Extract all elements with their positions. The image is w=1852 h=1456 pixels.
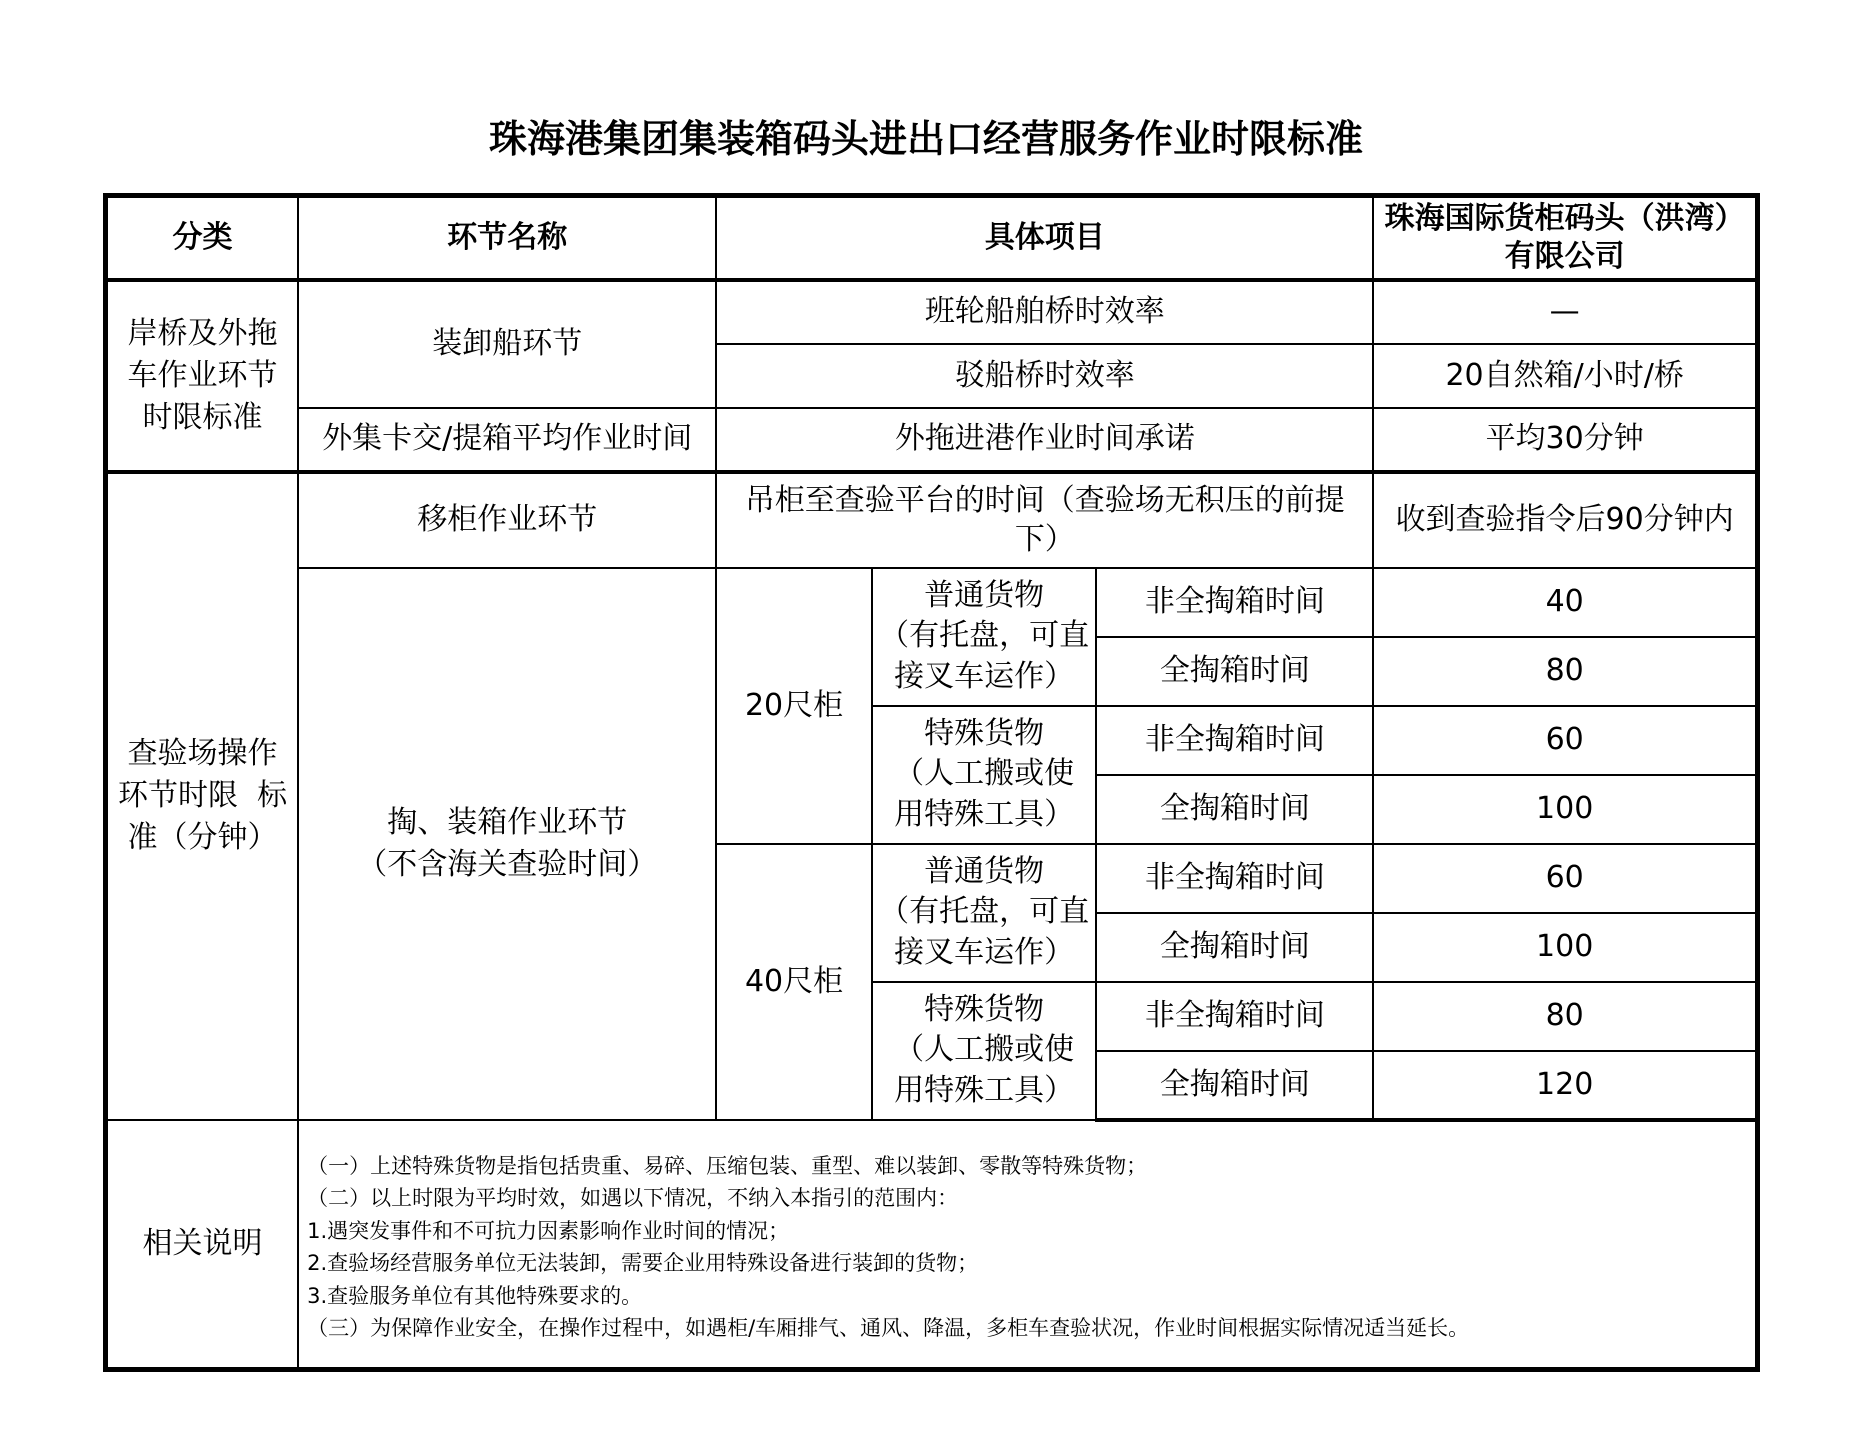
section1-category [106,280,299,472]
table-row [106,472,1758,568]
stage-loading: 装卸船环节 [298,280,716,408]
note-line: 3.查验服务单位有其他特殊要求的。 [307,1283,643,1308]
notes-row [106,1120,1758,1370]
header-category: 分类 [106,196,299,280]
value-barge-efficiency: 20自然箱/小时/桥 [1373,344,1757,408]
goods-type [872,706,1097,844]
table-row [106,568,1758,637]
table-row [106,408,1758,472]
stage-move: 移柜作业环节 [298,472,716,568]
unload-label: 非全掏箱时间 [1096,844,1373,913]
section2-category [106,472,299,1120]
table-row [106,280,1758,344]
goods-type-line: 接叉车运作） [894,658,1075,694]
item-truck-commitment: 外拖进港作业时间承诺 [716,408,1373,472]
header-row [106,196,1758,280]
header-company-line2: 有限公司 [1504,238,1625,274]
notes-text [298,1120,1757,1370]
item-move-line: 下） [1014,522,1075,557]
unload-value: 60 [1373,706,1757,775]
goods-type [872,982,1097,1120]
stage-truck: 外集卡交/提箱平均作业时间 [298,408,716,472]
value-liner-efficiency: — [1373,280,1757,344]
notes-label: 相关说明 [106,1120,299,1370]
unload-label: 非全掏箱时间 [1096,568,1373,637]
stage-stuffing-line2: （不含海关查验时间） [357,846,658,882]
unload-value: 60 [1373,844,1757,913]
time-limit-table [103,193,1760,1372]
item-move-line: 吊柜至查验平台的时间（查验场无积压的前提 [744,483,1345,518]
unload-value: 80 [1373,982,1757,1051]
note-line: 1.遇突发事件和不可抗力因素影响作业时间的情况； [307,1218,790,1243]
goods-type-line: 接叉车运作） [894,934,1075,970]
note-line: （二）以上时限为平均时效，如遇以下情况，不纳入本指引的范围内： [307,1186,959,1211]
stage-stuffing-line1: 掏、装箱作业环节 [387,804,628,840]
note-line: 2.查验场经营服务单位无法装卸，需要企业用特殊设备进行装卸的货物； [307,1251,979,1276]
section2-category-line: 查验场操作 [127,736,278,771]
goods-type-line: 特殊货物 [924,991,1045,1027]
header-item: 具体项目 [716,196,1373,280]
goods-type-line: 用特殊工具） [894,796,1075,832]
section2-category-line: 准（分钟） [127,820,278,855]
unload-label: 全掏箱时间 [1096,775,1373,844]
section1-category-line: 岸桥及外拖 [127,315,278,351]
unload-value: 80 [1373,637,1757,706]
header-company [1373,196,1757,280]
unload-label: 全掏箱时间 [1096,913,1373,982]
goods-type-line: （人工搬或使 [894,1032,1075,1068]
goods-type-line: （人工搬或使 [894,756,1075,792]
section2-category-line: 环节时限 标 [118,778,288,813]
unload-label: 非全掏箱时间 [1096,982,1373,1051]
header-company-line1: 珠海国际货柜码头（洪湾） [1384,201,1745,237]
goods-type [872,844,1097,982]
goods-type-line: （有托盘，可直 [879,618,1090,654]
goods-type-line: 特殊货物 [924,715,1045,751]
section1-category-line: 车作业环节 [127,357,278,393]
unload-label: 全掏箱时间 [1096,1051,1373,1120]
goods-type-line: 普通货物 [924,577,1045,613]
unload-value: 100 [1373,775,1757,844]
goods-type-line: （有托盘，可直 [879,894,1090,930]
item-barge-efficiency: 驳船桥时效率 [716,344,1373,408]
goods-type-line: 用特殊工具） [894,1072,1075,1108]
unload-label: 非全掏箱时间 [1096,706,1373,775]
value-truck-commitment: 平均30分钟 [1373,408,1757,472]
unload-value: 100 [1373,913,1757,982]
goods-type-line: 普通货物 [924,853,1045,889]
stage-stuffing [298,568,716,1120]
unload-value: 40 [1373,568,1757,637]
page-title: 珠海港集团集装箱码头进出口经营服务作业时限标准 [488,117,1363,161]
header-stage: 环节名称 [298,196,716,280]
item-move [716,472,1373,568]
note-line: （一）上述特殊货物是指包括贵重、易碎、压缩包装、重型、难以装卸、零散等特殊货物； [307,1153,1148,1178]
unload-label: 全掏箱时间 [1096,637,1373,706]
value-move: 收到查验指令后90分钟内 [1373,472,1757,568]
unload-value: 120 [1373,1051,1757,1120]
section1-category-line: 时限标准 [142,399,263,435]
container-20ft: 20尺柜 [716,568,871,844]
goods-type [872,568,1097,706]
note-line: （三）为保障作业安全，在操作过程中，如遇柜/车厢排气、通风、降温，多柜车查验状况，作业时间根据实际情况适当延长。 [307,1316,1470,1341]
container-40ft: 40尺柜 [716,844,871,1120]
item-liner-efficiency: 班轮船舶桥时效率 [716,280,1373,344]
